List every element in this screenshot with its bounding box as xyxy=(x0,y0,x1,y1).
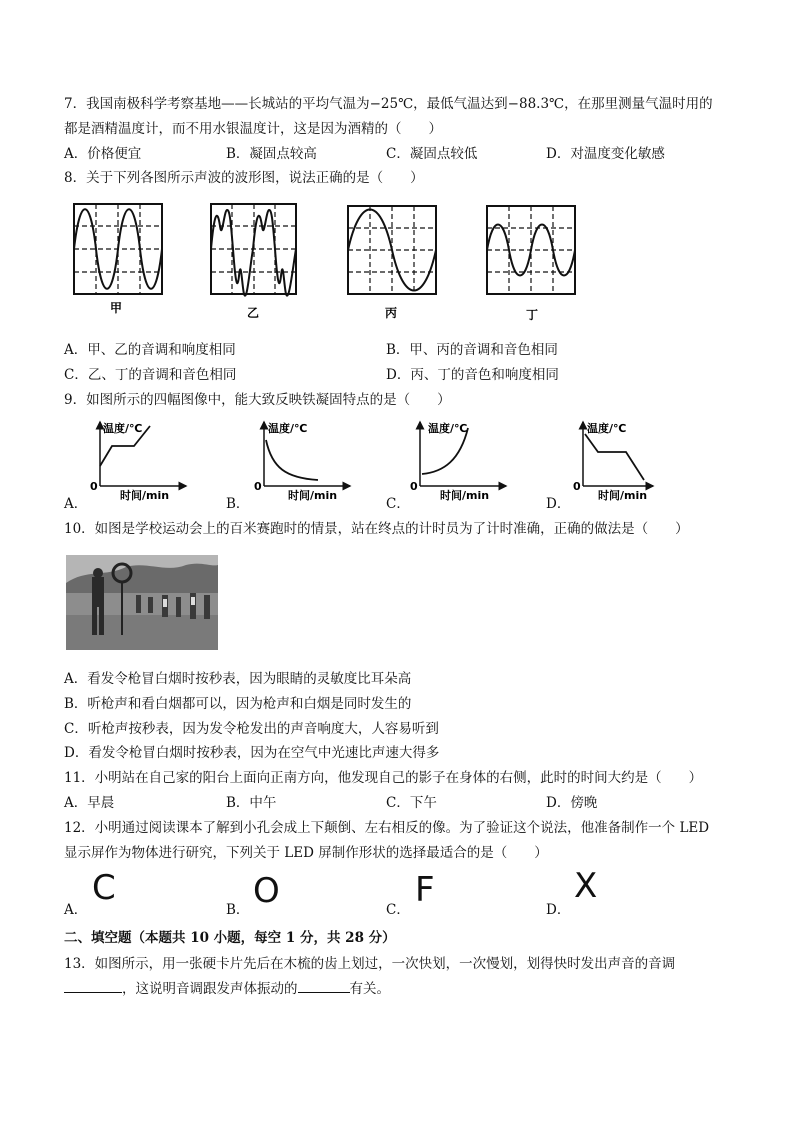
q11-option-d: D．傍晚 xyxy=(546,795,598,811)
graph-c-xlabel: 时间/min xyxy=(440,489,490,502)
q12-option-b: B． xyxy=(226,902,250,918)
q12-stem-line2: 显示屏作为物体进行研究，下列关于 LED 屏制作形状的选择最适合的是（ ） xyxy=(64,845,548,861)
q12-stem-line1: 12．小明通过阅读课本了解到小孔会成上下颠倒、左右相反的像。为了验证这个说法，他准备制作一个 LED xyxy=(64,820,710,836)
q7-option-b: B．凝固点较高 xyxy=(226,146,317,162)
q7-option-d: D．对温度变化敏感 xyxy=(546,146,665,162)
q8-option-c: C．乙、丁的音调和音色相同 xyxy=(64,367,237,383)
q10-option-d: D．看发令枪冒白烟时按秒表，因为在空气中光速比声速大得多 xyxy=(64,745,440,761)
graph-a-ylabel: 温度/℃ xyxy=(103,422,143,435)
q10-stem: 10．如图是学校运动会上的百米赛跑时的情景，站在终点的计时员为了计时准确，正确的做法是（ ） xyxy=(64,521,689,537)
graph-a-origin: 0 xyxy=(90,480,98,493)
q11-option-a: A．早晨 xyxy=(64,795,115,811)
led-shape-o: O xyxy=(253,871,280,911)
q12-option-a: A． xyxy=(64,902,88,918)
q13-stem-line1: 13．如图所示，用一张硬卡片先后在木梳的齿上划过，一次快划，一次慢划，划得快时发出声音的音调 xyxy=(64,956,676,972)
graph-d-xlabel: 时间/min xyxy=(598,489,648,502)
graph-c xyxy=(410,421,506,502)
q9-option-c: C． xyxy=(386,496,410,512)
q7-option-a: A．价格便宜 xyxy=(64,146,142,162)
graph-b-ylabel: 温度/℃ xyxy=(268,422,308,435)
q9-option-b: B． xyxy=(226,496,250,512)
graph-b-xlabel: 时间/min xyxy=(288,489,338,502)
q7-stem-line1: 7．我国南极科学考察基地——长城站的平均气温为−25℃，最低气温达到−88.3℃，在那里测量气温时用的 xyxy=(64,96,713,112)
q11-stem: 11．小明站在自己家的阳台上面向正南方向，他发现自己的影子在身体的右侧，此时的时间大约是（ ） xyxy=(64,770,703,786)
q7-option-c: C．凝固点较低 xyxy=(386,146,478,162)
wave-label-yi: 乙 xyxy=(247,306,260,320)
graph-a xyxy=(90,421,186,502)
q9-stem: 9．如图所示的四幅图像中，能大致反映铁凝固特点的是（ ） xyxy=(64,392,451,408)
led-shape-f: F xyxy=(415,870,435,910)
wave-label-jia: 甲 xyxy=(110,301,123,315)
q13-blank-1[interactable] xyxy=(64,980,122,993)
q8-stem: 8．关于下列各图所示声波的波形图，说法正确的是（ ） xyxy=(64,170,424,186)
graph-c-ylabel: 温度/℃ xyxy=(428,422,468,435)
graph-a-xlabel: 时间/min xyxy=(120,489,170,502)
race-photo xyxy=(66,555,218,650)
graph-d-ylabel: 温度/℃ xyxy=(587,422,627,435)
q10-option-a: A．看发令枪冒白烟时按秒表，因为眼睛的灵敏度比耳朵高 xyxy=(64,671,412,687)
q7-stem-line2: 都是酒精温度计，而不用水银温度计，这是因为酒精的（ ） xyxy=(64,121,442,137)
q13-blank-2[interactable] xyxy=(298,980,350,993)
q13-text-mid: ，这说明音调跟发声体振动的 xyxy=(122,981,298,997)
section-2-title: 二、填空题（本题共 10 小题，每空 1 分，共 28 分） xyxy=(64,930,396,946)
graph-c-origin: 0 xyxy=(410,480,418,493)
q13-text-end: 有关。 xyxy=(349,981,390,997)
graph-b xyxy=(254,421,350,502)
q9-option-d: D． xyxy=(546,496,571,512)
q11-option-c: C．下午 xyxy=(386,795,437,811)
led-shape-c: C xyxy=(92,868,116,908)
waveform-yi xyxy=(211,204,296,296)
q8-option-d: D．丙、丁的音色和响度相同 xyxy=(386,367,559,383)
race-photo-drawing xyxy=(66,555,218,650)
led-shape-x: X xyxy=(574,866,598,906)
q9-graphs-figure xyxy=(88,418,668,504)
graph-b-origin: 0 xyxy=(254,480,262,493)
q13-stem-line2 xyxy=(64,977,390,997)
q11-option-b: B．中午 xyxy=(226,795,277,811)
q8-option-a: A．甲、乙的音调和响度相同 xyxy=(64,342,236,358)
q8-option-b: B．甲、丙的音调和音色相同 xyxy=(386,342,558,358)
graph-d xyxy=(573,421,653,502)
wave-label-bing: 丙 xyxy=(385,306,398,320)
q10-option-b: B．听枪声和看白烟都可以，因为枪声和白烟是同时发生的 xyxy=(64,696,412,712)
waveform-bing xyxy=(348,206,436,294)
q12-option-d: D． xyxy=(546,902,571,918)
q9-option-a: A． xyxy=(64,496,88,512)
graph-d-origin: 0 xyxy=(573,480,581,493)
q8-waveform-figure xyxy=(64,196,604,324)
q12-option-c: C． xyxy=(386,902,410,918)
waveform-jia xyxy=(74,204,162,294)
waveform-ding xyxy=(487,206,575,294)
q10-option-c: C．听枪声按秒表，因为发令枪发出的声音响度大，人容易听到 xyxy=(64,721,439,737)
wave-label-ding: 丁 xyxy=(526,308,539,322)
